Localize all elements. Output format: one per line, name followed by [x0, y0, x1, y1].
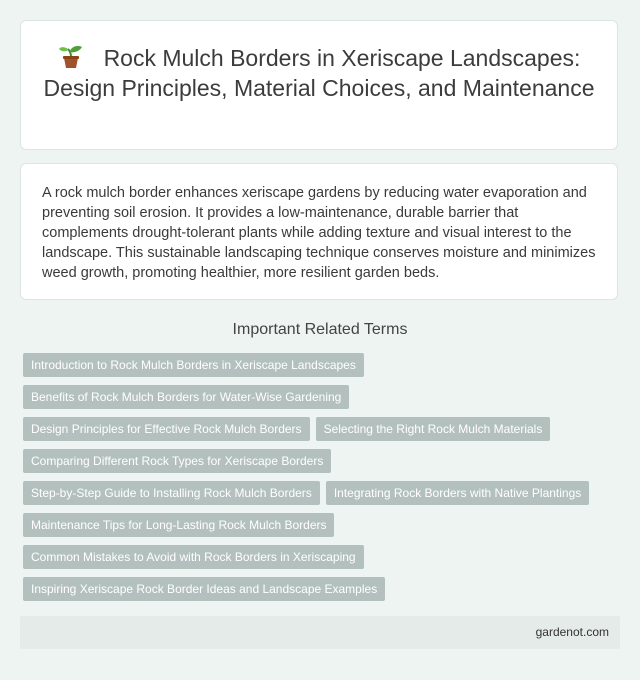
related-term-tag[interactable]: Introduction to Rock Mulch Borders in Xeriscape Landscapes	[23, 353, 364, 377]
tag-row	[23, 417, 623, 441]
tag-row	[23, 353, 623, 377]
related-terms-list	[23, 353, 623, 609]
tag-row	[23, 577, 623, 601]
seedling-icon	[58, 43, 84, 69]
related-term-tag[interactable]: Integrating Rock Borders with Native Plantings	[326, 481, 589, 505]
related-term-tag[interactable]: Inspiring Xeriscape Rock Border Ideas and Landscape Examples	[23, 577, 385, 601]
related-term-tag[interactable]: Step-by-Step Guide to Installing Rock Mulch Borders	[23, 481, 320, 505]
footer	[20, 616, 620, 649]
page-title-text: Rock Mulch Borders in Xeriscape Landscapes: Design Principles, Material Choices, and Maintenance	[43, 45, 595, 101]
tag-row	[23, 449, 623, 473]
related-terms-heading: Important Related Terms	[232, 321, 408, 338]
related-term-tag[interactable]: Maintenance Tips for Long-Lasting Rock Mulch Borders	[23, 513, 334, 537]
footer-site-link[interactable]: gardenot.com	[535, 625, 609, 639]
tag-row	[23, 513, 623, 537]
summary-text: A rock mulch border enhances xeriscape gardens by reducing water evaporation and preventing soil erosion. It provides a low-maintenance, durable barrier that complements drought-tolerant plants while adding texture and visual interest to the landscape. This sustainable landscaping technique conserves moisture and minimizes weed growth, promoting healthier, more resilient garden beds.	[42, 185, 596, 281]
related-term-tag[interactable]: Selecting the Right Rock Mulch Materials	[316, 417, 551, 441]
related-term-tag[interactable]: Benefits of Rock Mulch Borders for Water-Wise Gardening	[23, 385, 349, 409]
summary-card	[20, 163, 618, 300]
page-title	[21, 43, 617, 103]
title-card	[20, 20, 618, 150]
related-term-tag[interactable]: Design Principles for Effective Rock Mulch Borders	[23, 417, 310, 441]
tag-row	[23, 545, 623, 569]
related-term-tag[interactable]: Common Mistakes to Avoid with Rock Borders in Xeriscaping	[23, 545, 364, 569]
tag-row	[23, 481, 623, 505]
tag-row	[23, 385, 623, 409]
related-term-tag[interactable]: Comparing Different Rock Types for Xeriscape Borders	[23, 449, 331, 473]
